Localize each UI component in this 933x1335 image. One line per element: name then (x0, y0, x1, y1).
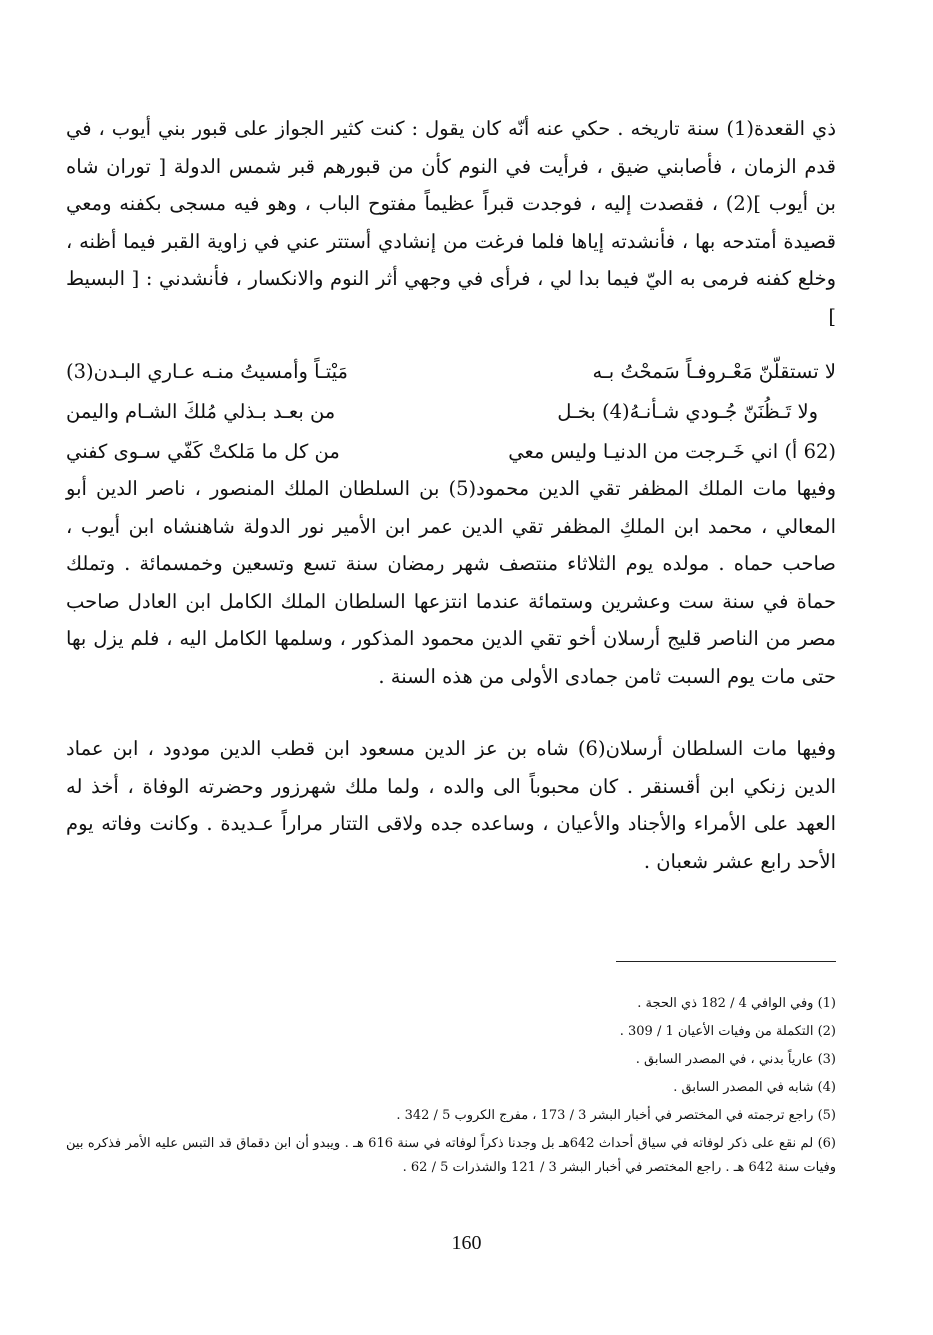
paragraph-2: وفيها مات الملك المظفر تقي الدين محمود(5) بن السلطان الملك المنصور ، ناصر الدين أبو المعالي ، محمد ابن الملكِ المظفر تقي الدين عمر ابن الأمير نور الدولة شاهنشاه ابن أيوب ، صاحب حماه . مولده يوم الثلاثاء منتصف شهر رمضان سنة تسع وتسعين وخمسمائة . وتملك حماة في سنة ست وعشرين وستمائة عندما انتزعها السلطان الملك الكامل ابن العادل صاحب مصر من الناصر قليج أرسلان أخو تقي الدين محمود المذكور ، وسلمها الكامل اليه ، فلم يزل بها حتى مات يوم السبت ثامن جمادى الأولى من هذه السنة . (66, 477, 837, 688)
verse-first-hemistich: (62 أ) اني خَـرجت من الدنيـا وليس معي (508, 440, 836, 463)
footnote: (2) التكملة من وفيات الأعيان 1 / 309 . (619, 1024, 836, 1039)
verse-line (66, 392, 836, 432)
paragraph-3: وفيها مات السلطان أرسلان(6) شاه بن عز الدين مسعود ابن قطب الدين مودود ، ابن عماد الدين زنكي ابن أقسنقر . كان محبوباً الى والده ، ولما ملك شهرزور وحضرته الوفاة ، أخذ له العهد على الأمراء والأجناد والأعيان ، وساعده جده ولاقى التتار مراراً عـديدة . وكانت وفاته يوم الأحد رابع عشر شعبان . (66, 737, 836, 873)
verse-first-hemistich: ولا تَـظُنَنّ جُـودي شـأنـهُ(4) بخـل (557, 400, 818, 423)
footnote: (5) راجع ترجمته في المختصر في أخبار البشر 3 / 173 ، مفرج الكروب 5 / 342 . (396, 1108, 836, 1123)
footnote: (1) وفي الوافي 4 / 182 ذي الحجة . (637, 996, 836, 1011)
verse-first-hemistich: لا تستقلّنّ مَعْـروفـاً سَمحْتُ بـه (592, 360, 836, 383)
verse-second-hemistich: من كل ما مَلكتْ كَفّي سـوى كفني (66, 440, 340, 463)
footnotes (66, 990, 836, 1180)
verse-second-hemistich: مَيْتـاً وأمسيتُ منـه عـاري البـدن(3) (66, 360, 348, 383)
paragraph-1: ذي القعدة(1) سنة تاريخه . حكي عنه أنّه كان يقول : كنت كثير الجواز على قبور بني أيوب ، في قدم الزمان ، فأصابني ضيق ، فرأيت في النوم كأن من قبورهم قبر شمس الدولة [ توران شاه بن أيوب ](2) ، فقصدت إليه ، فوجدت قبراً عظيماً مفتوح الباب ، وهو فيه مسجى بكفنه ومعي قصيدة أمتدحه بها ، فأنشدته إياها فلما فرغت من إنشادي أستتر عني في زاوية القبر فيما أظنه ، وخلع كفنه فرمى به اليّ فيما بدا لي ، فرأى في وجهي أثر النوم والانكسار ، فأنشدني : [ البسيط ] (66, 117, 836, 328)
footnote-divider (616, 961, 836, 962)
page-number: 160 (451, 1232, 482, 1254)
footnote: (4) شابه في المصدر السابق . (673, 1080, 836, 1095)
poem-verses (66, 352, 836, 472)
footnote: (6) لم نقع على ذكر لوفاته في سياق أحداث 642هـ بل وجدنا ذكراً لوفاته في سنة 616 هـ . ويبدو أن ابن دقماق قد التبس عليه الأمر فذكره بين وفيات سنة 642 هـ . راجع المختصر في أخبار البشر 3 / 121 والشذرات 5 / 62 . (66, 1136, 836, 1175)
verse-line (66, 352, 836, 392)
verse-line (66, 432, 836, 472)
verse-second-hemistich: من بعـد بـذلي مُلكَ الشـام واليمن (66, 400, 336, 423)
footnote: (3) عارياً بدني ، في المصدر السابق . (635, 1052, 836, 1067)
